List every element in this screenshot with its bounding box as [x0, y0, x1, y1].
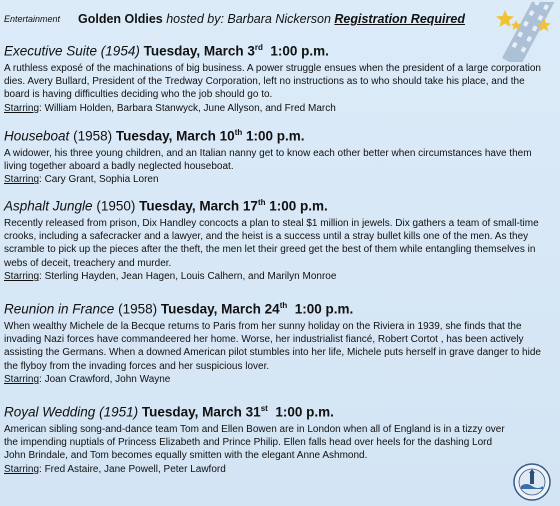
series-name: Golden Oldies [78, 12, 163, 26]
cast-list: : William Holden, Barbara Stanwyck, June Allyson, and Fred March [39, 102, 336, 114]
date-ordinal: th [257, 198, 266, 207]
movie-date: Tuesday, March 17 [139, 198, 258, 214]
movie-reunion-in-france [4, 297, 552, 387]
starring-label: Starring [4, 174, 40, 186]
movie-executive-suite [4, 39, 552, 115]
movie-year: (1958) [118, 301, 158, 317]
movie-description: A widower, his three young children, and an Italian nanny get to know each other better when circumstances have them living together aboard a badly neglected houseboat. [4, 147, 532, 172]
movie-time: 1:00 p.m. [270, 43, 329, 59]
cast-list: : Sterling Hayden, Jean Hagen, Louis Calhern, and Marilyn Monroe [39, 271, 337, 283]
movie-cast [4, 102, 552, 115]
movie-title-line [4, 297, 552, 318]
movie-description: A ruthless exposé of the machinations of big business. A power struggle ensues when the president of a large corporation dies. Avery Bullard, President of the Tredway Corporation, left no instructions as to who should take his place, and the board is having difficulties deciding who the job should go to. [4, 62, 541, 101]
movie-description: When wealthy Michele de la Becque returns to Paris from her sunny holiday on the Riviera in 1939, she finds that the invading Nazi forces have commandeered her home. Worse, her industrialist fiancé, Robert Cortot , has been actively assisting the Germans. When a downed American pilot stumbles into her life, Michele puts herself in grave danger to hide the flyboy from the invading forces and her suspicious lover. [4, 320, 541, 372]
movie-year: (1951) [99, 404, 139, 420]
movie-year: (1958) [73, 128, 113, 144]
movie-date: Tuesday, March 31 [141, 404, 261, 420]
header-title [78, 12, 465, 26]
movie-description: Recently released from prison, Dix Handley concocts a plan to steal $1 million in jewels. Dix gathers a team of small-time crooks, including a safecracker and a lawyer, and the heist is a success until a stray bullet kills one of the men. As they scramble to pick up the pieces after the theft, the men let their greed get the best of them while entangling themselves in webs of deceit, treachery and murder. [4, 217, 539, 269]
starring-label: Starring [4, 271, 40, 283]
movie-year: 1954) [105, 43, 140, 59]
movie-year: (1950) [96, 198, 136, 214]
movie-time: 1:00 p.m. [246, 128, 305, 144]
movie-name: Houseboat [4, 128, 70, 144]
movie-asphalt-jungle [4, 194, 552, 284]
movie-houseboat [4, 124, 552, 187]
date-ordinal: th [234, 128, 243, 137]
movie-time: 1:00 p.m. [294, 301, 354, 317]
movie-cast [4, 463, 552, 476]
movie-name: Reunion in France [4, 301, 115, 317]
category-label: Entertainment [4, 14, 61, 24]
cast-list: : Fred Astaire, Jane Powell, Peter Lawford [39, 463, 226, 475]
movie-title-line [4, 39, 552, 60]
date-ordinal: rd [254, 43, 263, 52]
header [0, 10, 500, 32]
starring-label: Starring [4, 463, 40, 475]
starring-label: Starring [4, 374, 40, 386]
movie-time: 1:00 p.m. [275, 404, 334, 420]
date-ordinal: th [279, 301, 288, 310]
movie-cast [4, 373, 552, 386]
movie-date: Tuesday, March 24 [160, 301, 280, 317]
organization-seal-icon [512, 462, 552, 502]
movie-name: Royal Wedding [4, 404, 96, 420]
movie-royal-wedding [4, 400, 552, 476]
movie-title-line [4, 194, 552, 215]
movie-title-line [4, 124, 552, 145]
movie-time: 1:00 p.m. [269, 198, 328, 214]
movie-title-line [4, 400, 552, 421]
registration-required: Registration Required [334, 12, 465, 26]
cast-list: : Joan Crawford, John Wayne [39, 374, 171, 386]
movie-cast [4, 270, 552, 283]
starring-label: Starring [4, 102, 40, 114]
movie-name: Executive Suite ( [4, 43, 106, 59]
host-line: hosted by: Barbara Nickerson [166, 12, 331, 26]
movie-date: Tuesday, March 3 [143, 43, 255, 59]
date-ordinal: st [260, 404, 268, 413]
movie-cast [4, 173, 552, 186]
movie-date: Tuesday, March 10 [115, 128, 235, 144]
movie-name: Asphalt Jungle [4, 198, 93, 214]
cast-list: : Cary Grant, Sophia Loren [39, 174, 159, 186]
movie-description: American sibling song-and-dance team Tom and Ellen Bowen are in London when all of England is in a tizzy over the impending nuptials of Princess Elizabeth and Prince Philip. Ellen falls head over heels for the dashing Lord John Brindale, and Tom becomes equally smitten with the elegant Anne Ashmond. [4, 423, 505, 462]
